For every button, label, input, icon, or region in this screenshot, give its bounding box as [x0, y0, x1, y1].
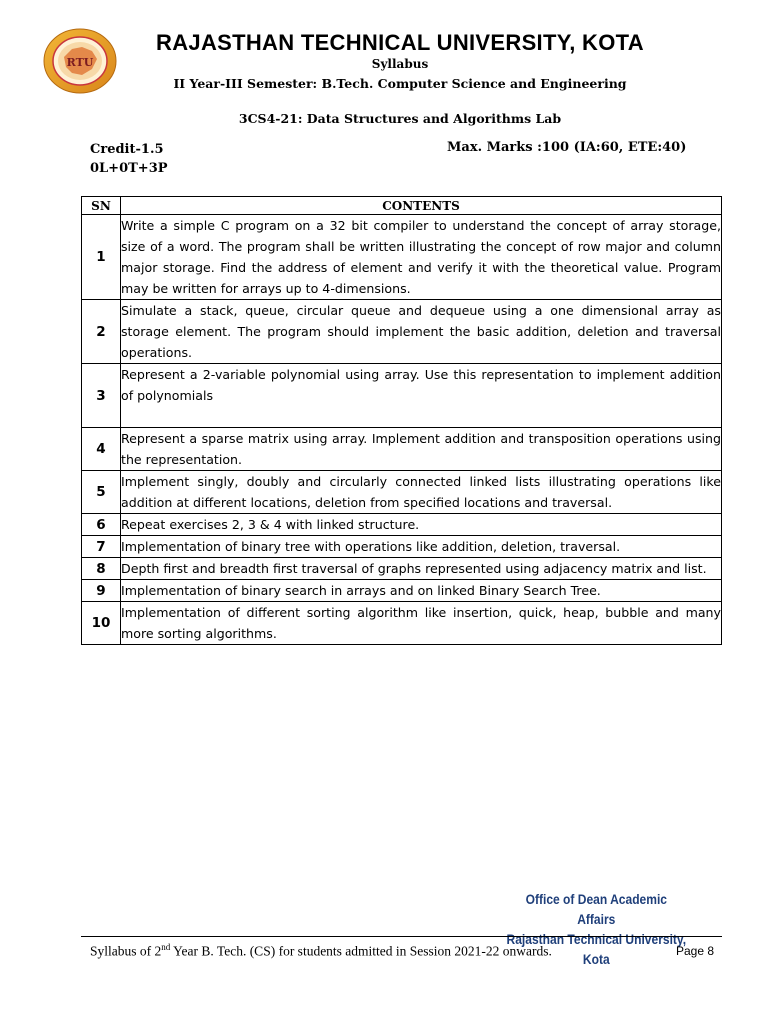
row-sn: 7: [82, 536, 121, 558]
row-text: Write a simple C program on a 32 bit compiler to understand the concept of array storage, size of a word. The program shall be written illustrating the concept of row major and column major storage. Find the address of element and verify it with the theoretical value. Program may be written for arrays up to 4-dimensions.: [121, 215, 722, 300]
footer-text-pre: Syllabus of 2: [90, 943, 162, 959]
row-sn: 5: [82, 471, 121, 514]
semester-line: II Year-III Semester: B.Tech. Computer Science and Engineering: [173, 76, 627, 91]
university-title: RAJASTHAN TECHNICAL UNIVERSITY, KOTA: [156, 30, 644, 55]
page-number: Page 8: [676, 944, 715, 958]
row-sn: 4: [82, 428, 121, 471]
footer-text-post: Year B. Tech. (CS) for students admitted in Session 2021-22 onwards.: [170, 943, 552, 959]
course-title: 3CS4-21: Data Structures and Algorithms Lab: [238, 111, 562, 126]
row-text: Repeat exercises 2, 3 & 4 with linked structure.: [121, 514, 722, 536]
row-sn: 1: [82, 215, 121, 300]
row-text: Implementation of different sorting algorithm like insertion, quick, heap, bubble and many more sorting algorithms.: [121, 602, 722, 645]
table-header-row: [82, 197, 722, 215]
row-text: Implementation of binary search in arrays and on linked Binary Search Tree.: [121, 580, 722, 602]
university-logo: [42, 27, 118, 95]
table-row: [82, 300, 722, 364]
table-row: [82, 580, 722, 602]
row-text: Depth first and breadth first traversal of graphs represented using adjacency matrix and list.: [121, 558, 722, 580]
row-text: Implementation of binary tree with operations like addition, deletion, traversal.: [121, 536, 722, 558]
stamp-line-university: Rajasthan Technical University, Kota: [506, 931, 687, 967]
table-row: [82, 215, 722, 300]
row-sn: 2: [82, 300, 121, 364]
contents-header: CONTENTS: [121, 197, 722, 215]
table-row: [82, 428, 722, 471]
table-row: [82, 602, 722, 645]
ltp-value: 0L+0T+3P: [90, 161, 168, 176]
row-text: Implement singly, doubly and circularly connected linked lists illustrating operations like addition at different locations, deletion from specified locations and traversal.: [121, 471, 722, 514]
row-sn: 8: [82, 558, 121, 580]
document-subtitle: Syllabus: [371, 57, 429, 71]
table-row: [82, 514, 722, 536]
contents-table: [81, 196, 722, 645]
credit-value: Credit-1.5: [90, 142, 164, 157]
table-row: [82, 471, 722, 514]
credit-block: [90, 140, 168, 178]
row-text: Represent a sparse matrix using array. Implement addition and transposition operations using the representation.: [121, 428, 722, 471]
row-sn: 3: [82, 364, 121, 428]
footer-text: [90, 942, 552, 960]
logo-text: RTU: [66, 56, 94, 69]
row-sn: 6: [82, 514, 121, 536]
row-text: Represent a 2-variable polynomial using array. Use this representation to implement addition of polynomials: [121, 364, 722, 428]
footer-text-sup: nd: [161, 942, 171, 952]
max-marks: Max. Marks :100 (IA:60, ETE:40): [447, 140, 687, 155]
footer-divider: [81, 936, 722, 937]
row-text: Simulate a stack, queue, circular queue and dequeue using a one dimensional array as storage element. The program should implement the basic addition, deletion and traversal operations.: [121, 300, 722, 364]
table-row: [82, 364, 722, 428]
sn-header: SN: [82, 197, 121, 215]
row-sn: 9: [82, 580, 121, 602]
table-row: [82, 558, 722, 580]
stamp-line-office: Office of Dean Academic Affairs: [525, 891, 667, 927]
row-sn: 10: [82, 602, 121, 645]
table-row: [82, 536, 722, 558]
